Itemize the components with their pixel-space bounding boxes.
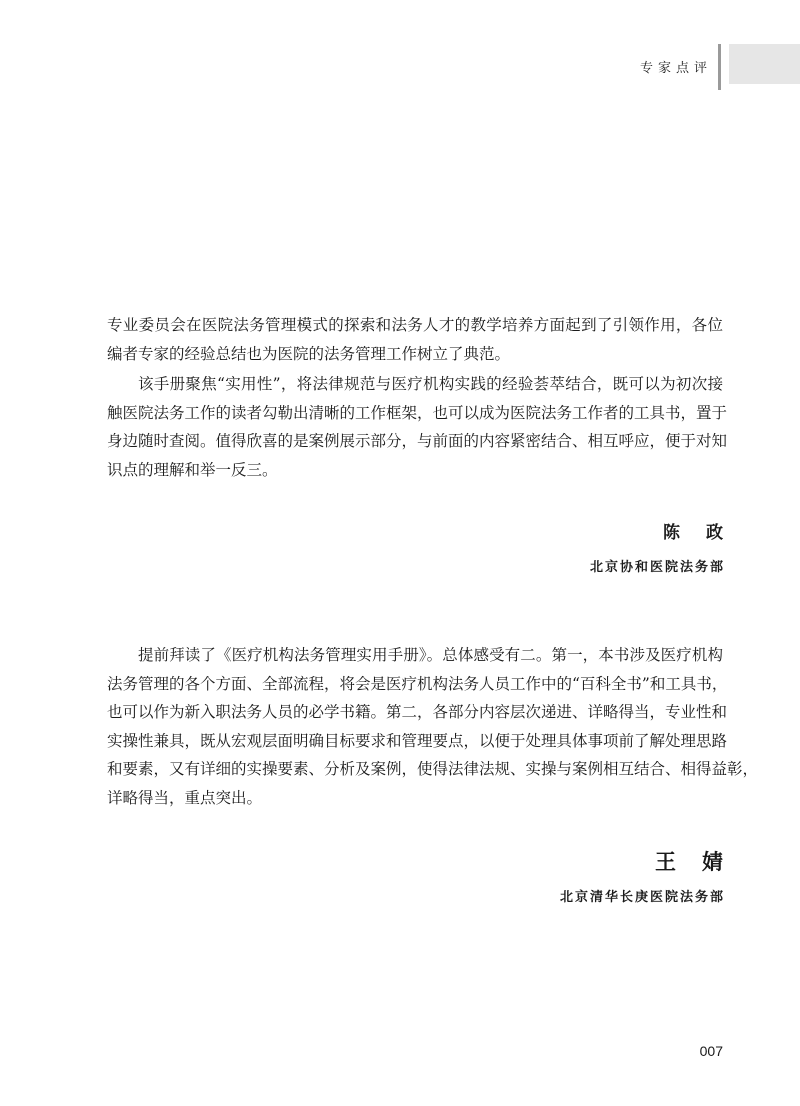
text-line: 也可以作为新入职法务人员的必学书籍。第二，各部分内容层次递进、详略得当，专业性和 bbox=[107, 703, 728, 721]
page-number: 007 bbox=[699, 1043, 723, 1059]
text-line: 和要素，又有详细的实操要素、分析及案例，使得法律法规、实操与案例相互结合、相得益彰， bbox=[107, 760, 759, 778]
text-line: 详略得当，重点突出。 bbox=[107, 788, 263, 807]
text-line: 身边随时查阅。值得欣喜的是案例展示部分，与前面的内容紧密结合、相互呼应，便于对知 bbox=[107, 432, 728, 450]
running-header-title: 专家点评 bbox=[639, 61, 712, 76]
text-line: 实操性兼具，既从宏观层面明确目标要求和管理要点，以便于处理具体事项前了解处理思路 bbox=[107, 731, 728, 750]
text-line: 法务管理的各个方面、全部流程，将会是医疗机构法务人员工作中的“百科全书”和工具书， bbox=[107, 674, 728, 693]
text-line: 触医院法务工作的读者勾勒出清晰的工作框架，也可以成为医院法务工作者的工具书，置于 bbox=[107, 403, 728, 422]
text-line: 提前拜读了《医疗机构法务管理实用手册》。总体感受有二。第一，本书涉及医疗机构 bbox=[138, 646, 723, 664]
review1-paragraph1 bbox=[107, 311, 723, 368]
header-tab-block bbox=[729, 44, 800, 84]
text-line: 该手册聚焦“实用性”，将法律规范与医疗机构实践的经验荟萃结合，既可以为初次接 bbox=[138, 375, 723, 393]
reviewer2-name: 王婧 bbox=[655, 849, 749, 874]
text-line: 专业委员会在医院法务管理模式的探索和法务人才的教学培养方面起到了引领作用，各位 bbox=[107, 316, 723, 334]
text-line: 识点的理解和举一反三。 bbox=[107, 460, 278, 479]
reviewer1-affiliation: 北京协和医院法务部 bbox=[589, 560, 725, 575]
reviewer1-name: 陈政 bbox=[663, 523, 749, 543]
reviewer2-affiliation: 北京清华长庚医院法务部 bbox=[559, 890, 725, 905]
review1-paragraph2 bbox=[107, 370, 728, 484]
text-line: 编者专家的经验总结也为医院的法务管理工作树立了典范。 bbox=[107, 344, 511, 363]
review2-paragraph bbox=[107, 641, 759, 812]
header-divider bbox=[718, 44, 721, 90]
